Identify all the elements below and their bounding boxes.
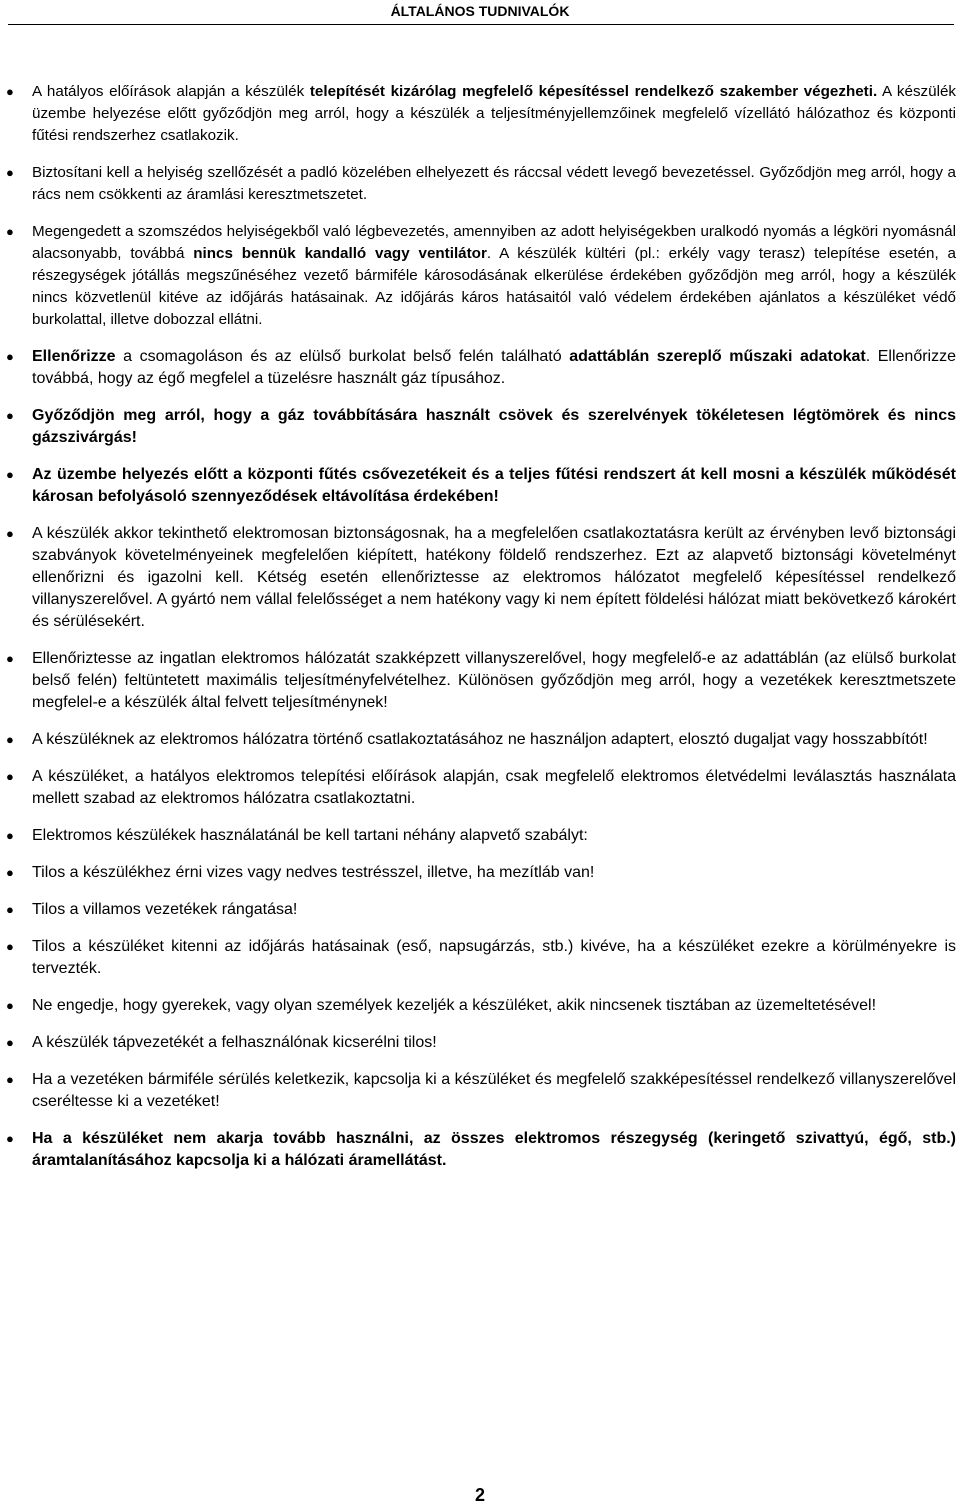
bullet-icon: ● xyxy=(6,769,14,784)
bullet-item xyxy=(6,729,956,751)
bold-text-run: Ha a készüléket nem akarja tovább használni, az összes elektromos részegység (keringető szivattyú, égő, stb.) áramtalanításához kapcsolja ki a hálózati áramellátást. xyxy=(32,1130,956,1169)
text-run: Megengedett a szomszédos helyiségekből való légbevezetés, amennyiben az adott helyiségekben uralkodó nyomás a légköri nyomásnál alacsonyabb, továbbá xyxy=(32,223,956,262)
bullet-icon: ● xyxy=(6,408,14,423)
bullet-item xyxy=(6,162,956,206)
bullet-icon: ● xyxy=(6,865,14,880)
text-run: A készülék akkor tekinthető elektromosan biztonságosnak, ha a megfelelően csatlakoztatásra került az érvényben levő biztonsági szabványok követelményeinek megfelelően kiépített, hatékony földelő rendszerhez. Ezt az alapvető biztonsági követelményt ellenőrizni és igazolni kell. Kétség esetén ellenőriztesse az elektromos hálózatot megfelelő képesítéssel rendelkező villanyszerelővel. A gyártó nem vállal felelősséget a nem hatékony vagy ki nem épített földelési hálózat miatt bekövetkező károkért és sérülésekért. xyxy=(32,525,956,630)
bullet-item xyxy=(6,936,956,980)
text-run: Tilos a készülékhez érni vizes vagy nedves testrésszel, illetve, ha mezítláb van! xyxy=(32,864,595,881)
text-run: Elektromos készülékek használatánál be kell tartani néhány alapvető szabályt: xyxy=(32,827,588,844)
bullet-item xyxy=(6,221,956,331)
text-run: Ne engedje, hogy gyerekek, vagy olyan személyek kezeljék a készüléket, akik nincsenek tisztában az üzemeltetésével! xyxy=(32,997,877,1014)
bullet-icon: ● xyxy=(6,939,14,954)
bullet-icon: ● xyxy=(6,998,14,1013)
bold-text-run: nincs bennük kandalló vagy ventilátor xyxy=(193,245,487,262)
bullet-icon: ● xyxy=(6,732,14,747)
text-run: A készülék tápvezetékét a felhasználónak kicserélni tilos! xyxy=(32,1034,437,1051)
text-run: . Ellenőrizze továbbá, hogy az égő megfelel a tüzelésre használt gáz típusához. xyxy=(32,348,957,387)
bullet-item xyxy=(6,1128,956,1172)
bullet-item xyxy=(6,995,956,1017)
bullet-item xyxy=(6,1069,956,1113)
text-run: . A készülék kültéri (pl.: erkély vagy terasz) telepítése esetén, a részegységek jótállás megszűnéséhez vezető bármiféle károsodásának elkerülése érdekében győződjön meg arról, hogy a készülék nincs közvetlenül kitéve az időjárás hatásainak. Az időjárás káros hatásaitól való védelem érdekében ajánlatos a készüléket védő burkolattal, illetve dobozzal ellátni. xyxy=(32,245,956,328)
bold-text-run: Ellenőrizze xyxy=(32,348,116,365)
bullet-icon: ● xyxy=(6,467,14,482)
bullet-item xyxy=(6,346,957,390)
text-run: A készüléknek az elektromos hálózatra történő csatlakoztatásához ne használjon adaptert, elosztó dugaljat vagy hosszabbítót! xyxy=(32,731,928,748)
bullet-icon: ● xyxy=(6,651,14,666)
bullet-item xyxy=(6,523,956,633)
bullet-icon: ● xyxy=(6,1131,14,1146)
bullet-item xyxy=(6,648,956,714)
header-divider xyxy=(8,24,954,25)
text-run: A készülék üzembe helyezése előtt győződjön meg arról, hogy a készülék a teljesítményjellemzőinek megfelelő vízellátó hálózathoz és központi fűtési rendszerhez csatlakozik. xyxy=(32,83,956,144)
text-run: Ha a vezetéken bármiféle sérülés keletkezik, kapcsolja ki a készüléket és megfelelő szakképesítéssel rendelkező villanyszerelővel cseréltesse ki a vezetéket! xyxy=(32,1071,956,1110)
bold-text-run: Az üzembe helyezés előtt a központi fűtés csővezetékeit és a teljes fűtési rendszert át kell mosni a készülék működését károsan befolyásoló szennyeződések eltávolítása érdekében! xyxy=(32,466,956,505)
bullet-item xyxy=(6,1032,956,1054)
bullet-icon: ● xyxy=(6,165,14,180)
bold-text-run: telepítését kizárólag megfelelő képesítéssel rendelkező szakember végezheti. xyxy=(309,83,878,100)
bullet-icon: ● xyxy=(6,526,14,541)
bullet-item xyxy=(6,464,956,508)
bullet-icon: ● xyxy=(6,1072,14,1087)
bold-text-run: adattáblán szereplő műszaki adatokat xyxy=(569,348,866,365)
text-run: a csomagoláson és az elülső burkolat belső felén található xyxy=(115,348,570,365)
bullet-icon: ● xyxy=(6,828,14,843)
text-run: A hatályos előírások alapján a készülék xyxy=(32,83,310,100)
bullet-item xyxy=(6,81,956,147)
bullet-item xyxy=(6,862,956,884)
bullet-item xyxy=(6,766,956,810)
text-run: Tilos a villamos vezetékek rángatása! xyxy=(32,901,298,918)
text-run: Ellenőriztesse az ingatlan elektromos hálózatát szakképzett villanyszerelővel, hogy megfelelő-e az adattáblán (az elülső burkolat belső felén) feltüntetett maximális teljesítményfelvételhez. Különösen győződjön meg arról, hogy a vezetékek keresztmetszete megfelel-e a készülék által felvett teljesítménynek! xyxy=(32,650,956,711)
bullet-icon: ● xyxy=(6,902,14,917)
text-run: A készüléket, a hatályos elektromos telepítési előírások alapján, csak megfelelő elektromos életvédelmi leválasztás használata mellett szabad az elektromos hálózatra csatlakoztatni. xyxy=(32,768,956,807)
bullet-item xyxy=(6,825,956,847)
bullet-icon: ● xyxy=(6,349,14,364)
bullet-item xyxy=(6,405,956,449)
bullet-icon: ● xyxy=(6,1035,14,1050)
bullet-icon: ● xyxy=(6,224,14,239)
page-header-title: ÁLTALÁNOS TUDNIVALÓK xyxy=(390,3,570,19)
text-run: Tilos a készüléket kitenni az időjárás hatásainak (eső, napsugárzás, stb.) kivéve, ha a készüléket ezekre a körülményekre is tervezték. xyxy=(32,938,956,977)
bullet-item xyxy=(6,899,956,921)
text-run: Biztosítani kell a helyiség szellőzését a padló közelében elhelyezett és ráccsal védett levegő bevezetéssel. Győződjön meg arról, hogy a rács nem csökkenti az áramlási keresztmetszetet. xyxy=(32,164,956,203)
bullet-icon: ● xyxy=(6,84,14,99)
instructions-list xyxy=(6,81,957,1172)
page-number: 2 xyxy=(474,1485,485,1505)
bold-text-run: Győződjön meg arról, hogy a gáz továbbítására használt csövek és szerelvények tökéletesen légtömörek és nincs gázszivárgás! xyxy=(32,407,956,446)
